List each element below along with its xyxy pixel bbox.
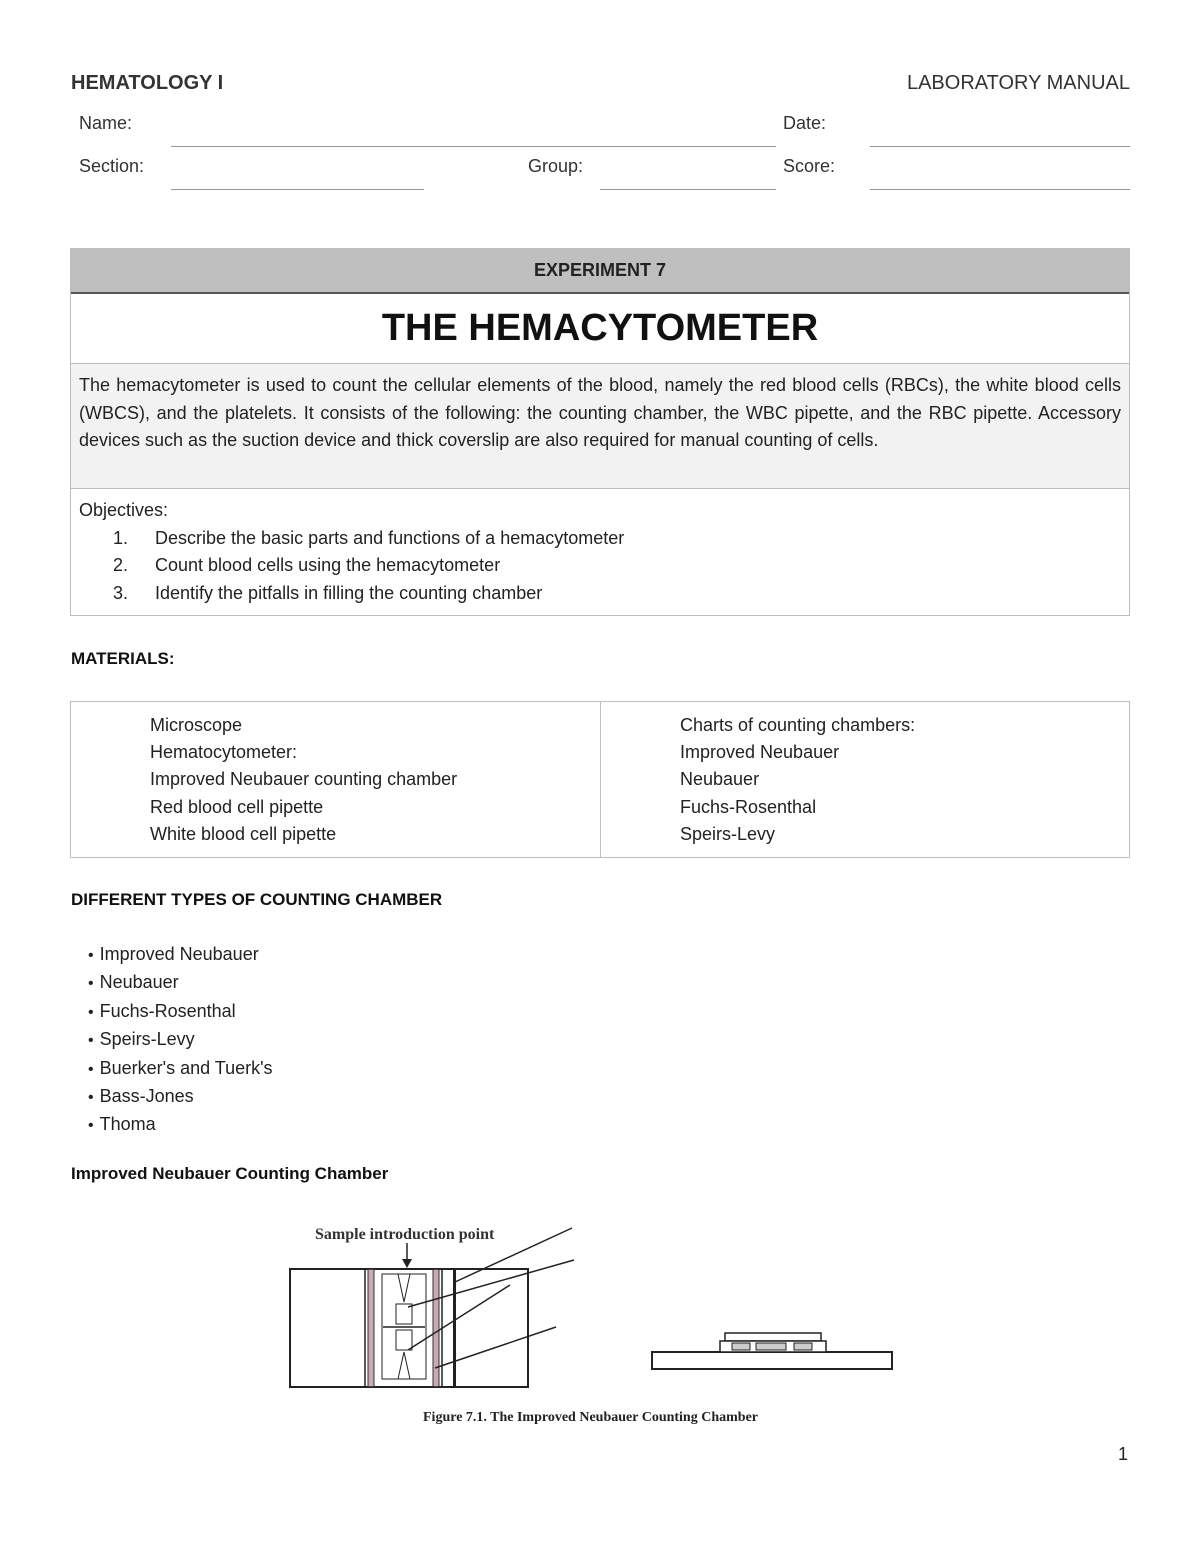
materials-left-column xyxy=(71,702,600,857)
material-item: Improved Neubauer counting chamber xyxy=(150,769,458,790)
course-title: HEMATOLOGY I xyxy=(71,72,224,94)
chamber-types-list xyxy=(88,941,273,1140)
name-label: Name: xyxy=(79,113,133,133)
chamber-type-item: • Buerker's and Tuerk's xyxy=(88,1055,273,1083)
manual-title: LABORATORY MANUAL xyxy=(906,72,1130,94)
material-item: Speirs-Levy xyxy=(680,823,776,844)
chamber-top-view xyxy=(290,1228,574,1387)
score-label: Score: xyxy=(783,156,836,176)
improved-neubauer-heading: Improved Neubauer Counting Chamber xyxy=(71,1164,389,1183)
figure-caption: Figure 7.1. The Improved Neubauer Counting Chamber xyxy=(423,1410,758,1425)
objective-item: 3. Identify the pitfalls in filling the counting chamber xyxy=(113,582,543,603)
materials-right-column xyxy=(600,702,1129,857)
material-item: Red blood cell pipette xyxy=(150,796,324,817)
chamber-side-view xyxy=(652,1333,892,1369)
objective-item: 1. Describe the basic parts and functions of a hemacytometer xyxy=(113,527,625,548)
material-item: Hematocytometer: xyxy=(150,742,298,763)
chamber-type-item: • Neubauer xyxy=(88,969,273,997)
experiment-number: EXPERIMENT 7 xyxy=(71,249,1129,294)
section-label: Section: xyxy=(79,156,145,176)
objectives-list xyxy=(113,525,1121,608)
materials-heading: MATERIALS: xyxy=(71,649,175,668)
section-line xyxy=(171,189,424,190)
date-label: Date: xyxy=(783,113,827,133)
counting-chamber-figure xyxy=(280,1212,920,1440)
group-label: Group: xyxy=(528,156,584,176)
chamber-type-item: • Thoma xyxy=(88,1111,273,1139)
material-item: Improved Neubauer xyxy=(680,742,840,763)
chamber-type-item: • Fuchs-Rosenthal xyxy=(88,998,273,1026)
page-number: 1 xyxy=(1117,1444,1128,1464)
group-line xyxy=(600,189,776,190)
experiment-title: THE HEMACYTOMETER xyxy=(71,294,1129,364)
sample-introduction-label: Sample introduction point xyxy=(315,1226,495,1243)
objectives-section xyxy=(71,489,1129,607)
chamber-type-item: • Speirs-Levy xyxy=(88,1026,273,1054)
material-item: Fuchs-Rosenthal xyxy=(680,796,817,817)
material-item: Neubauer xyxy=(680,769,760,790)
name-line xyxy=(171,146,776,147)
objective-item: 2. Count blood cells using the hemacytometer xyxy=(113,555,501,575)
experiment-description: The hemacytometer is used to count the cellular elements of the blood, namely the red blood cells (RBCs), the white blood cells (WBCS), and the platelets. It consists of the following: the counting chamber, the WBC pipette, and the RBC pipette. Accessory devices such as the suction device and thick coverslip are also required for manual counting of cells. xyxy=(71,364,1129,489)
material-item: White blood cell pipette xyxy=(150,823,337,844)
chamber-types-heading: DIFFERENT TYPES OF COUNTING CHAMBER xyxy=(71,890,443,909)
arrow-head xyxy=(402,1259,412,1268)
materials-table xyxy=(70,701,1130,858)
chamber-type-item: • Bass-Jones xyxy=(88,1083,273,1111)
date-line xyxy=(870,146,1130,147)
chamber-type-item: • Improved Neubauer xyxy=(88,941,273,969)
experiment-box xyxy=(70,248,1130,616)
score-line xyxy=(870,189,1130,190)
objectives-label: Objectives: xyxy=(79,500,169,520)
material-item: Charts of counting chambers: xyxy=(680,715,916,735)
material-item: Microscope xyxy=(150,715,243,735)
